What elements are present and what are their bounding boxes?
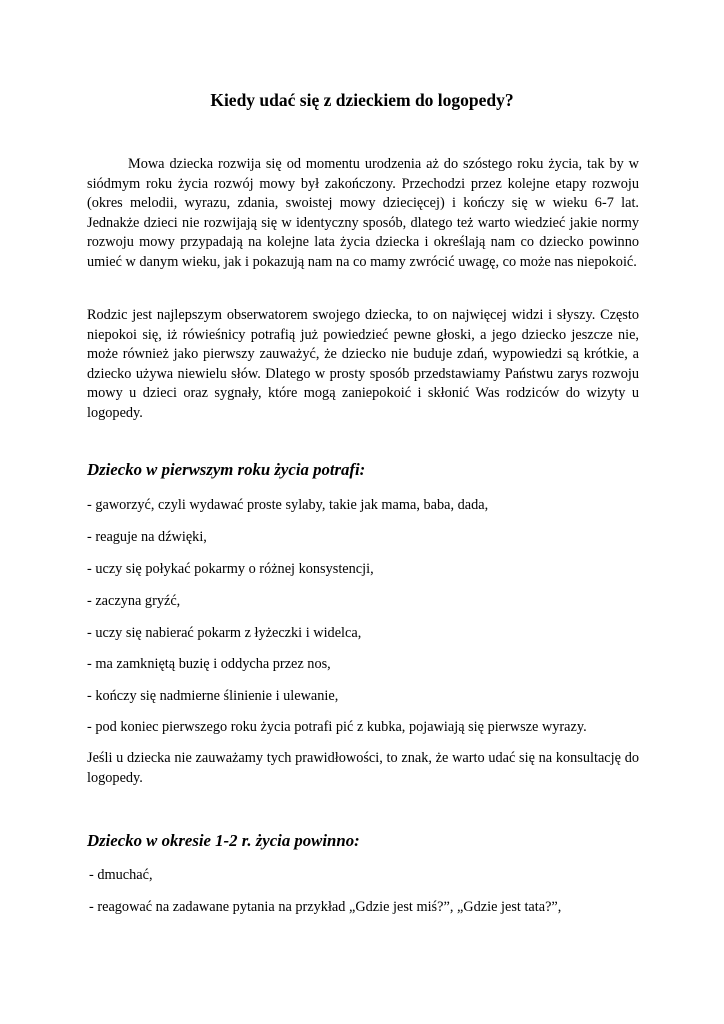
- list-item: - kończy się nadmierne ślinienie i ulewanie,: [87, 688, 339, 704]
- intro-paragraph-2: Rodzic jest najlepszym obserwatorem swojego dziecka, to on najwięcej widzi i słyszy. Często niepokoi się, iż rówieśnicy potrafią już powiedzieć pewne głoski, a jego dziecko jeszcze nie, może również jako pierwszy zauważyć, że dziecko nie buduje zdań, wypowiedzi są krótkie, a dziecko używa niewielu słów. Dlatego w prosty sposób przedstawiamy Państwu zarys rozwoju mowy u dzieci oraz sygnały, które mogą zaniepokoić i skłonić Was rodziców do wizyty u logopedy.: [87, 307, 639, 421]
- list-item: - reagować na zadawane pytania na przykład „Gdzie jest miś?”, „Gdzie jest tata?”,: [89, 899, 562, 915]
- section-heading-first-year: Dziecko w pierwszym roku życia potrafi:: [87, 460, 366, 479]
- section-heading-1-2-years: Dziecko w okresie 1-2 r. życia powinno:: [87, 831, 360, 850]
- list-item: - ma zamkniętą buzię i oddycha przez nos,: [87, 656, 331, 672]
- list-item: - uczy się nabierać pokarm z łyżeczki i widelca,: [87, 625, 362, 641]
- section-note: Jeśli u dziecka nie zauważamy tych prawidłowości, to znak, że warto udać się na konsultację do logopedy.: [87, 750, 639, 786]
- list-item: - pod koniec pierwszego roku życia potrafi pić z kubka, pojawiają się pierwsze wyrazy.: [87, 719, 587, 735]
- document-title: Kiedy udać się z dzieckiem do logopedy?: [210, 90, 514, 110]
- list-item: - zaczyna gryźć,: [87, 593, 181, 609]
- list-item: - uczy się połykać pokarmy o różnej konsystencji,: [87, 561, 374, 577]
- list-item: - reaguje na dźwięki,: [87, 529, 207, 545]
- list-item: - dmuchać,: [89, 867, 153, 883]
- intro-paragraph-1: Mowa dziecka rozwija się od momentu urodzenia aż do szóstego roku życia, tak by w siódmym roku życia rozwój mowy był zakończony. Przechodzi przez kolejne etapy rozwoju (okres melodii, wyrazu, zdania, swoistej mowy dziecięcej) i kończy się w wieku 6-7 lat. Jednakże dzieci nie rozwijają się w identyczny sposób, dlatego też warto wiedzieć jakie normy rozwoju mowy przypadają na kolejne lata życia dziecka i określają nam co dziecko powinno umieć w danym wieku, jak i pokazują nam na co mamy zwrócić uwagę, co może nas niepokoić.: [87, 156, 639, 270]
- list-item: - gaworzyć, czyli wydawać proste sylaby, takie jak mama, baba, dada,: [87, 497, 489, 513]
